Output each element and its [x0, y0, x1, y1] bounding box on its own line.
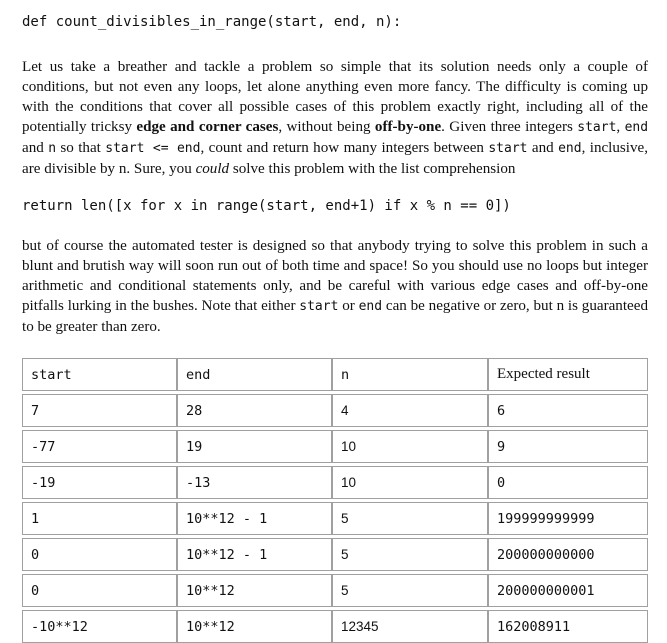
inline-n: n — [118, 161, 127, 177]
inline-code-end: end — [358, 299, 383, 314]
cell-end: 10**12 — [177, 610, 332, 643]
table-row — [22, 502, 648, 535]
cell-n: 5 — [332, 502, 488, 535]
outro-text: or — [338, 298, 359, 314]
cell-end: 19 — [177, 430, 332, 463]
cell-n: 10 — [332, 466, 488, 499]
italic-could: could — [195, 161, 230, 177]
inline-n: n — [556, 298, 565, 314]
cell-end: 28 — [177, 394, 332, 427]
intro-text: and — [527, 140, 559, 156]
inline-code-start: start — [299, 299, 339, 314]
cell-expected: 199999999999 — [488, 502, 648, 535]
inline-code-start: start — [488, 141, 528, 156]
inline-code-end: end — [558, 141, 582, 156]
cell-start: 7 — [22, 394, 177, 427]
intro-text: solve this problem with the list comprehension — [229, 161, 516, 177]
table-row — [22, 610, 648, 643]
cell-end: 10**12 — [177, 574, 332, 607]
cell-start: -77 — [22, 430, 177, 463]
inline-code-n: n — [48, 141, 57, 156]
outro-paragraph — [22, 236, 648, 337]
table-row — [22, 430, 648, 463]
bold-edge-cases: edge and corner cases — [136, 119, 279, 135]
header-end: end — [177, 358, 332, 391]
intro-text: Let us take a breather and tackle a problem so simple that its solution needs only a couple of conditions, but not even any loops, let alone anything even more fancy. The difficulty is coming up with the conditions that cover all possible cases of this problem exactly right, including all of the potentially tricksy — [22, 59, 648, 135]
intro-text: , inclusive, are divisible by — [22, 140, 649, 177]
cell-expected: 9 — [488, 430, 648, 463]
cell-start: 0 — [22, 574, 177, 607]
cell-end: 10**12 - 1 — [177, 538, 332, 571]
intro-text: . Given three integers — [441, 119, 578, 135]
test-cases-table — [22, 358, 648, 643]
intro-text: , without being — [278, 119, 375, 135]
outro-text: is guaranteed to be greater than zero. — [22, 298, 648, 335]
intro-text: so that — [56, 140, 106, 156]
table-header-row — [22, 358, 648, 391]
table-row — [22, 394, 648, 427]
inline-code-start: start — [577, 120, 617, 135]
code-example: return len([x for x in range(start, end+1) if x % n == 0]) — [22, 198, 511, 214]
intro-text: . Sure, you — [126, 161, 196, 177]
cell-expected: 200000000000 — [488, 538, 648, 571]
inline-code-condition: start <= end — [105, 141, 201, 156]
cell-start: -10**12 — [22, 610, 177, 643]
cell-start: -19 — [22, 466, 177, 499]
cell-end: -13 — [177, 466, 332, 499]
cell-expected: 6 — [488, 394, 648, 427]
cell-n: 10 — [332, 430, 488, 463]
outro-text: but of course the automated tester is designed so that anybody trying to solve this problem in such a blunt and brutish way will soon run out of both time and space! So you should use no loops but integer arithmetic and conditional statements only, and be careful with various edge cases and off-by-one pitfalls lurking in the bushes. Note that either — [22, 238, 648, 314]
cell-expected: 162008911 — [488, 610, 648, 643]
header-n: n — [332, 358, 488, 391]
cell-expected: 0 — [488, 466, 648, 499]
table-row — [22, 538, 648, 571]
table-row — [22, 466, 648, 499]
intro-text: and — [22, 140, 49, 156]
cell-end: 10**12 - 1 — [177, 502, 332, 535]
bold-off-by-one: off-by-one — [374, 119, 442, 135]
intro-text: , count and return how many integers between — [200, 140, 489, 156]
cell-expected: 200000000001 — [488, 574, 648, 607]
cell-start: 1 — [22, 502, 177, 535]
cell-n: 4 — [332, 394, 488, 427]
intro-text: , — [616, 119, 625, 135]
outro-text: can be negative or zero, but — [382, 298, 557, 314]
inline-code-end: end — [624, 120, 649, 135]
cell-n: 12345 — [332, 610, 488, 643]
header-expected-result: Expected result — [488, 358, 648, 391]
cell-n: 5 — [332, 538, 488, 571]
cell-start: 0 — [22, 538, 177, 571]
intro-paragraph — [22, 57, 648, 179]
table-row — [22, 574, 648, 607]
function-signature: def count_divisibles_in_range(start, end, n): — [22, 14, 402, 30]
cell-n: 5 — [332, 574, 488, 607]
header-start: start — [22, 358, 177, 391]
